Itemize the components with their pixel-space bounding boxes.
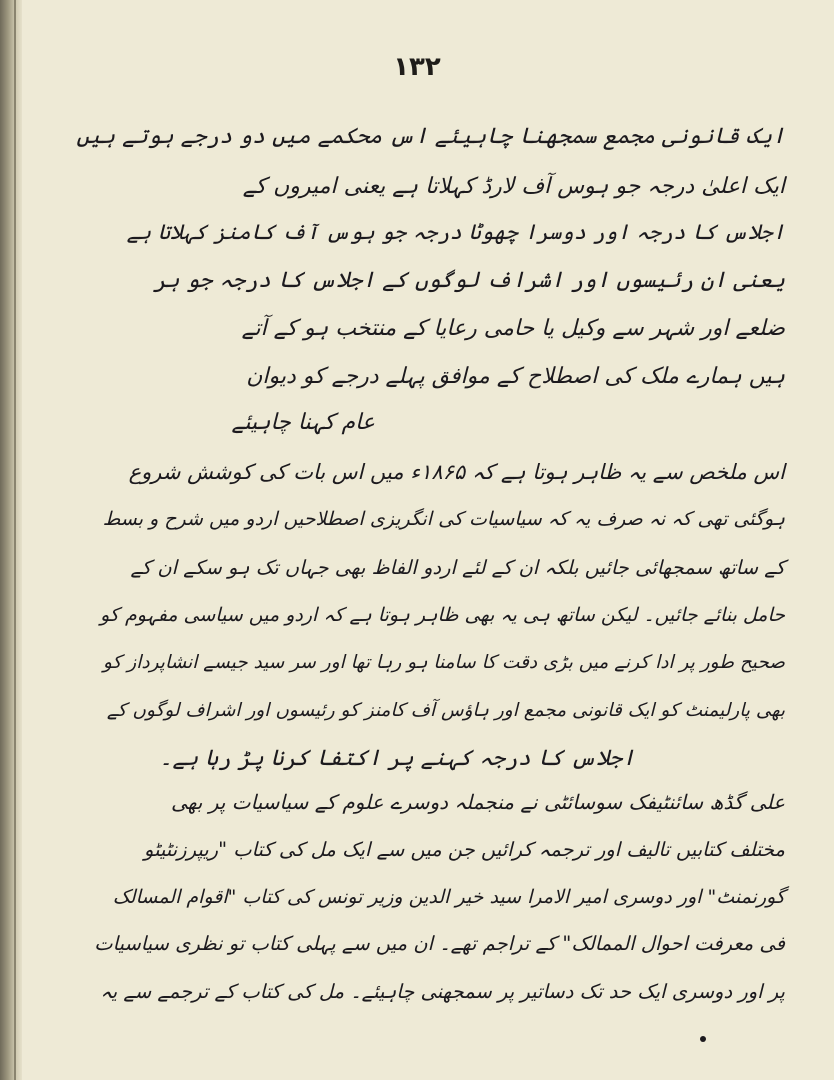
text-line: یعنی ان رئیسوں اور اشراف لوگوں کے اجلاس کا درجہ جو ہر [153, 268, 785, 293]
binding-shadow-line [14, 0, 16, 1080]
text-line: صحیح طور پر ادا کرنے میں بڑی دقت کا سامنا ہو رہا تھا اور سر سید جیسے انشاپرداز کو [103, 652, 785, 673]
text-line: ہیں ہمارے ملک کی اصطلاح کے موافق پہلے درجے کو دیوان [246, 364, 785, 389]
text-line: مختلف کتابیں تالیف اور ترجمہ کرائیں جن میں سے ایک مل کی کتاب "ریپرزنٹیٹو [144, 838, 785, 861]
text-line: ایک قانونی مجمع سمجھنا چاہیئے اس محکمے میں دو درجے ہوتے ہیں [76, 124, 785, 149]
book-binding-edge [0, 0, 22, 1080]
text-line: کے ساتھ سمجھائی جائیں بلکہ ان کے لئے اردو الفاظ بھی جہاں تک ہو سکے ان کے [130, 556, 785, 579]
text-line: ضلعے اور شہر سے وکیل یا حامی رعایا کے منتخب ہو کے آتے [241, 316, 785, 341]
text-line: حامل بنائے جائیں۔ لیکن ساتھ ہی یہ بھی ظاہر ہوتا ہے کہ اردو میں سیاسی مفہوم کو [100, 604, 785, 626]
text-line: اس ملخص سے یہ ظاہر ہوتا ہے کہ ۱۸۶۵ء میں اس بات کی کوشش شروع [128, 460, 785, 484]
text-line: پر اور دوسری ایک حد تک دساتیر پر سمجھنی چاہیئے۔ مل کی کتاب کے ترجمے سے یہ [100, 980, 785, 1003]
page-number: ۱۳۲ [393, 52, 441, 82]
text-line: علی گڈھ سائنٹیفک سوسائٹی نے منجملہ دوسرے علوم کے سیاسیات پر بھی [171, 790, 785, 814]
text-line: ہوگئی تھی کہ نہ صرف یہ کہ سیاسیات کی انگریزی اصطلاحیں اردو میں شرح و بسط [102, 508, 785, 530]
text-line: گورنمنٹ" اور دوسری امیر الامرا سید خیر الدین وزیر تونس کی کتاب "اقوام المسالک [112, 886, 785, 908]
text-line: ایک اعلیٰ درجہ جو ہوس آف لارڈ کہلاتا ہے یعنی امیروں کے [242, 174, 785, 199]
text-line: فی معرفت احوال الممالک" کے تراجم تھے۔ ان میں سے پہلی کتاب تو نظری سیاسیات [94, 932, 785, 955]
ink-dot [700, 1036, 706, 1042]
text-line: اجلاس کا درجہ کہنے پر اکتفا کرنا پڑ رہا ہے۔ [159, 746, 635, 771]
text-line: بھی پارلیمنٹ کو ایک قانونی مجمع اور ہاؤس آف کامنز کو رئیسوں اور اشراف لوگوں کے [106, 700, 785, 721]
text-line: عام کہنا چاہیئے [231, 410, 375, 435]
text-line: اجلاس کا درجہ اور دوسرا چھوٹا درجہ جو ہوس آف کامنز کہلاتا ہے [126, 220, 785, 244]
